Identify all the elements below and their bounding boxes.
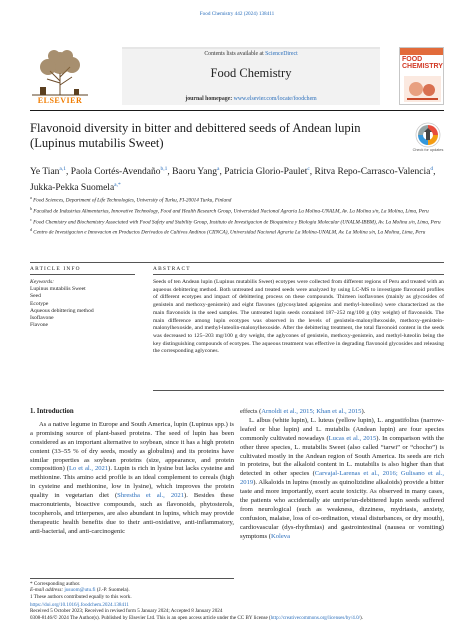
- article-title: Flavonoid diversity in bitter and debittered seeds of Andean lupin (Lupinus mutabilis Sweet): [30, 121, 361, 150]
- paragraph-text: ). Besides these macronutrients, bioactive compounds, such as flavonoids, phytosterols, tocopherols, and triterpenes, are also abundant in lupins, which may provide therapeutic health benefits due to their anti-oxidative, anti-inflammatory, anti-bacterial, and anti-carcinogenic: [30, 492, 235, 535]
- paragraph-continuation: [240, 408, 365, 415]
- author-name[interactable]: , Patricia Glorio-Paulet: [219, 167, 308, 178]
- author-affiliation-marker[interactable]: a,*: [114, 181, 121, 188]
- crossmark-icon[interactable]: [415, 122, 441, 148]
- affiliation-marker: a: [30, 195, 32, 200]
- keywords-heading: Keywords:: [30, 279, 55, 285]
- crossmark-label[interactable]: Check for updates: [412, 148, 444, 152]
- abstract-underline: [153, 274, 444, 275]
- affiliation-marker: d: [30, 227, 32, 233]
- author-name[interactable]: , Baoru Yang: [167, 167, 218, 178]
- paragraph-text: ). Alkaloids in lupins (mostly as quinolizidine alkaloids) provide a bitter taste and more importantly, exert acute toxicity. As observed in many cases, the patients who accidentally ate unripe/un-debittered lupin seeds suffered from neurological (such as weakness, dizziness, mydriasis, anxiety, confusion, malaise, loss of co-ordination, visual disturbances, or dry mouth), cardiovascular (dys-rhythmias) and gastrointestinal (nausea or vomiting) symptoms (: [240, 479, 444, 540]
- affiliation-marker: b: [30, 205, 32, 211]
- keyword-item[interactable]: Aqueous debittering method: [30, 307, 94, 314]
- cover-band: [400, 48, 443, 55]
- journal-masthead: [30, 47, 444, 105]
- publisher-name: ELSEVIER: [37, 96, 83, 105]
- author-name[interactable]: , Jukka-Pekka Suomela: [30, 167, 436, 193]
- author-affiliation-marker[interactable]: d: [430, 166, 434, 172]
- contents-prefix: Contents lists available at: [204, 51, 266, 57]
- homepage-prefix: journal homepage:: [185, 96, 234, 102]
- citation-link[interactable]: Shrestha et al., 2021: [117, 492, 185, 500]
- keyword-item[interactable]: Lupinus mutabilis Sweet: [30, 286, 86, 293]
- header-divider: [30, 110, 444, 111]
- author-list: [30, 163, 444, 194]
- doi-link[interactable]: https://doi.org/10.1016/j.foodchem.2024.138411: [30, 602, 129, 608]
- affiliations: [30, 194, 444, 237]
- affiliation-text: Centro de Investigacion e Innovacion en Productos Derivados de Cultivos Andinos (CIINCA), Universidad Nacional Agraria La Molina-UNALM, Av. La Molina s/n, La Molina, Lima, Peru: [33, 230, 426, 237]
- info-divider: [30, 262, 444, 263]
- running-head[interactable]: Food Chemistry 442 (2024) 138411: [199, 11, 275, 17]
- body-column-right: [240, 408, 444, 542]
- license-text: ).: [360, 614, 364, 621]
- corresponding-author-note: * Corresponding author.: [30, 581, 81, 587]
- citation-link[interactable]: Lo et al., 2021: [68, 465, 109, 473]
- footnotes: [30, 578, 234, 600]
- author-affiliation-marker[interactable]: a: [217, 166, 220, 172]
- affiliation-item: [30, 216, 444, 227]
- paragraph-text: ).: [361, 408, 366, 415]
- citation-link[interactable]: Carvajal-Larenas et al., 2016; Gulisano et al., 2019: [240, 470, 444, 487]
- abstract-body: Seeds of ten Andean lupin (Lupinus mutabilis Sweet) ecotypes were collected from different regions of Peru and treated with an aqueous debittering method. Both untreated and treated seeds were analyzed by using LC-MS to investigate flavonoid profiles of different ecotypes and impact of debittering process on these compounds. Thirteen isoflavones (mainly as glycosides of genistein and methoxy-genistein) and eight flavones (glycosylated apigenins and methyl-luteolins) were characterized as the main flavonoids in the seed samples. The untreated lupin seeds contained 187–252 mg/100 g (dry weight) of flavonoids. The main difference among lupin ecotypes was observed in the levels of genistein-malonylhexoside, methoxy-genistein-malonylhexoside, and methyl-luteolin-malonylhexoside. After the debittering treatment, the total flavonoid content in the seeds was decreased to 125–203 mg/100 g dry weight, the aglycones of genistein, methoxy-genistein, and methyl-luteolin being the key distinguishing compounds of ecotypes. The aqueous treatment was effective in degrading flavonoid glycosides and releasing the corresponding aglycones.: [153, 279, 444, 355]
- paragraph-text: effects (: [240, 408, 262, 415]
- homepage-link[interactable]: www.elsevier.com/locate/foodchem: [233, 96, 317, 102]
- keyword-item[interactable]: Ecotype: [30, 300, 49, 307]
- citation-link[interactable]: Lucas et al., 2015: [328, 434, 377, 442]
- paragraph-text: ). In comparison with the other three species, L. mutabilis Sweet (also called “tarwi” or “chocho”) is cultivated mostly in the Andean region of South America. Its seeds are rich in proteins, but the alkaloid content in L. mutabilis is also higher than that detected in other species (: [240, 434, 444, 478]
- affiliation-text: Food Chemistry and Biochemistry Associated with Food Safety and Stability Group, Instituto de Investigacion de Bioquimica y Biologia Molecular (UNALM-IBBM), Av. La Molina s/n, Lima, Peru: [33, 219, 441, 226]
- elsevier-logo[interactable]: [30, 47, 90, 105]
- citation-link[interactable]: Arnoldi et al., 2015; Khan et al., 2015: [261, 408, 362, 415]
- masthead-center-box: [122, 47, 380, 105]
- homepage-line: [122, 96, 380, 102]
- paragraph-text: As a native legume in Europe and South America, lupin (Lupinus spp.) is a promising source of plant-based proteins. The seed of lupin has been considered as an important alternative to soybean, since it has a high protein content (33–55 % of dry seeds, mostly as globulins) and its proteins have similar properties as soybean proteins (size, appearance, and protein composition) (: [30, 420, 234, 473]
- author-affiliation-marker[interactable]: c: [307, 166, 310, 172]
- keyword-item[interactable]: Flavone: [30, 322, 49, 329]
- author-affiliation-marker[interactable]: b,1: [160, 166, 168, 172]
- article-info-underline: [30, 274, 135, 275]
- article-info-label: ARTICLE INFO: [30, 266, 81, 272]
- author-affiliation-marker[interactable]: a,1: [59, 166, 66, 172]
- keywords-block: [30, 279, 135, 329]
- email-suffix: (J.-P. Suomela).: [95, 587, 130, 594]
- affiliation-text: Facultad de Industrias Alimentarias, Innovative Technology, Food and Health Research Group, Universidad Nacional Agraria La Molina-UNALM, Av. La Molina s/n, La Molina, Lima, Peru: [33, 208, 429, 215]
- affiliation-item: [30, 194, 444, 205]
- license-text: 0308-8146/© 2024 The Author(s). Published by Elsevier Ltd. This is an open access article under the CC BY license (: [30, 614, 271, 621]
- affiliation-text: Food Sciences, Department of Life Technologies, University of Turku, FI-20014 Turku, Finland: [33, 197, 232, 204]
- author-name[interactable]: Ye Tian: [30, 167, 60, 178]
- license-line: [30, 615, 444, 621]
- introduction-paragraph: [240, 417, 444, 542]
- received-dates: Received 5 October 2023; Received in revised form 5 January 2024; Accepted 8 January 2024: [30, 608, 223, 615]
- contents-line: [122, 51, 380, 57]
- keyword-item[interactable]: Seed: [30, 293, 41, 300]
- license-link[interactable]: http://creativecommons.org/licenses/by/4.0/: [270, 614, 361, 621]
- author-name[interactable]: , Ritva Repo-Carrasco-Valencia: [309, 167, 431, 178]
- cover-title: FOOD CHEMISTRY: [402, 56, 443, 70]
- keyword-item[interactable]: Isoflavone: [30, 315, 54, 322]
- affiliation-item: [30, 226, 444, 237]
- abstract-label: ABSTRACT: [153, 266, 191, 272]
- equal-contribution-note: 1 These authors contributed equally to this work.: [30, 593, 132, 600]
- citation-link[interactable]: Koleva: [270, 532, 291, 540]
- author-name[interactable]: , Paola Cortés-Avendaño: [65, 167, 161, 178]
- introduction-paragraph: [30, 421, 234, 537]
- email-link[interactable]: jusuom@utu.fi: [64, 587, 96, 594]
- body-column-left: [30, 408, 234, 537]
- elsevier-tree-icon: [30, 47, 90, 97]
- paragraph-text: L. albus (white lupin), L. luteus (yellow lupin), L. angustifolius (narrow-leafed or blue lupin) and L. mutabilis (Andean lupin) are four species commonly cultivated nowadays (: [240, 416, 444, 442]
- affiliation-marker: c: [30, 216, 32, 222]
- abstract-end-divider: [153, 390, 444, 391]
- journal-title: Food Chemistry: [210, 66, 292, 80]
- affiliation-item: [30, 205, 444, 216]
- cover-art-icon: [404, 76, 441, 102]
- email-label: E-mail address:: [30, 587, 65, 594]
- sciencedirect-link[interactable]: ScienceDirect: [265, 51, 298, 57]
- paragraph-text: ). Lupin is rich in lysine but lacks cysteine and methionine. This amino acid profile is an ideal complement to cereals (high in cysteine and methionine, low in lysine), which improves the protein quality in vegetarian diet (: [30, 465, 234, 500]
- journal-cover-thumbnail[interactable]: [399, 47, 444, 105]
- article-bottom-info: [30, 602, 444, 621]
- introduction-heading: 1. Introduction: [30, 408, 74, 415]
